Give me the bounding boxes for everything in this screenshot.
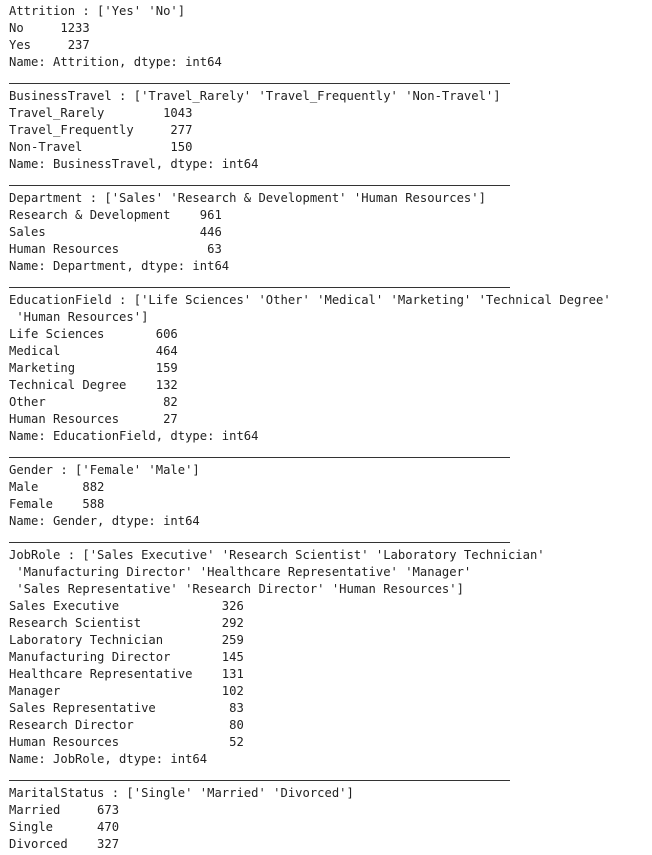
output-line: Marketing 159 xyxy=(9,361,178,375)
output-line: Single 470 xyxy=(9,820,120,834)
output-line: Yes 237 xyxy=(9,38,90,52)
output-line: Divorced 327 xyxy=(9,837,120,851)
output-line: Medical 464 xyxy=(9,344,178,358)
output-line: Human Resources 63 xyxy=(9,242,222,256)
output-line: Human Resources 27 xyxy=(9,412,178,426)
output-line: Sales Executive 326 xyxy=(9,599,244,613)
output-line: Name: Attrition, dtype: int64 xyxy=(9,55,222,69)
output-line: No 1233 xyxy=(9,21,90,35)
output-line: Name: EducationField, dtype: int64 xyxy=(9,429,259,443)
output-line: Male 882 xyxy=(9,480,105,494)
output-line: 'Human Resources'] xyxy=(9,310,149,324)
output-line: 'Sales Representative' 'Research Director' 'Human Resources'] xyxy=(9,582,464,596)
output-line: Research & Development 961 xyxy=(9,208,222,222)
output-line: Sales Representative 83 xyxy=(9,701,244,715)
output-line: Non-Travel 150 xyxy=(9,140,193,154)
separator-rule xyxy=(9,768,510,785)
separator-rule xyxy=(9,173,510,190)
output-line: Life Sciences 606 xyxy=(9,327,178,341)
output-line: Healthcare Representative 131 xyxy=(9,667,244,681)
separator-rule xyxy=(9,530,510,547)
output-line: Department : ['Sales' 'Research & Development' 'Human Resources'] xyxy=(9,191,486,205)
output-line: Human Resources 52 xyxy=(9,735,244,749)
output-line: Female 588 xyxy=(9,497,105,511)
output-line: Sales 446 xyxy=(9,225,222,239)
output-line: Travel_Frequently 277 xyxy=(9,123,193,137)
output-line: Married 673 xyxy=(9,803,120,817)
output-line: Laboratory Technician 259 xyxy=(9,633,244,647)
output-line: 'Manufacturing Director' 'Healthcare Representative' 'Manager' xyxy=(9,565,472,579)
output-line: Name: BusinessTravel, dtype: int64 xyxy=(9,157,259,171)
separator-rule xyxy=(9,445,510,462)
output-line: Technical Degree 132 xyxy=(9,378,178,392)
output-line: Name: JobRole, dtype: int64 xyxy=(9,752,208,766)
output-line: JobRole : ['Sales Executive' 'Research Scientist' 'Laboratory Technician' xyxy=(9,548,545,562)
separator-rule xyxy=(9,275,510,292)
output-line: Manufacturing Director 145 xyxy=(9,650,244,664)
output-line: Attrition : ['Yes' 'No'] xyxy=(9,4,186,18)
output-line: MaritalStatus : ['Single' 'Married' 'Divorced'] xyxy=(9,786,354,800)
output-line: Other 82 xyxy=(9,395,178,409)
output-line: Manager 102 xyxy=(9,684,244,698)
output-line: Name: Department, dtype: int64 xyxy=(9,259,230,273)
output-line: Gender : ['Female' 'Male'] xyxy=(9,463,200,477)
output-line: Name: Gender, dtype: int64 xyxy=(9,514,200,528)
output-line: Travel_Rarely 1043 xyxy=(9,106,193,120)
output-line: Research Scientist 292 xyxy=(9,616,244,630)
separator-rule xyxy=(9,71,510,88)
output-line: Research Director 80 xyxy=(9,718,244,732)
output-line: EducationField : ['Life Sciences' 'Other' 'Medical' 'Marketing' 'Technical Degree' xyxy=(9,293,611,307)
output-line: BusinessTravel : ['Travel_Rarely' 'Travel_Frequently' 'Non-Travel'] xyxy=(9,89,501,103)
